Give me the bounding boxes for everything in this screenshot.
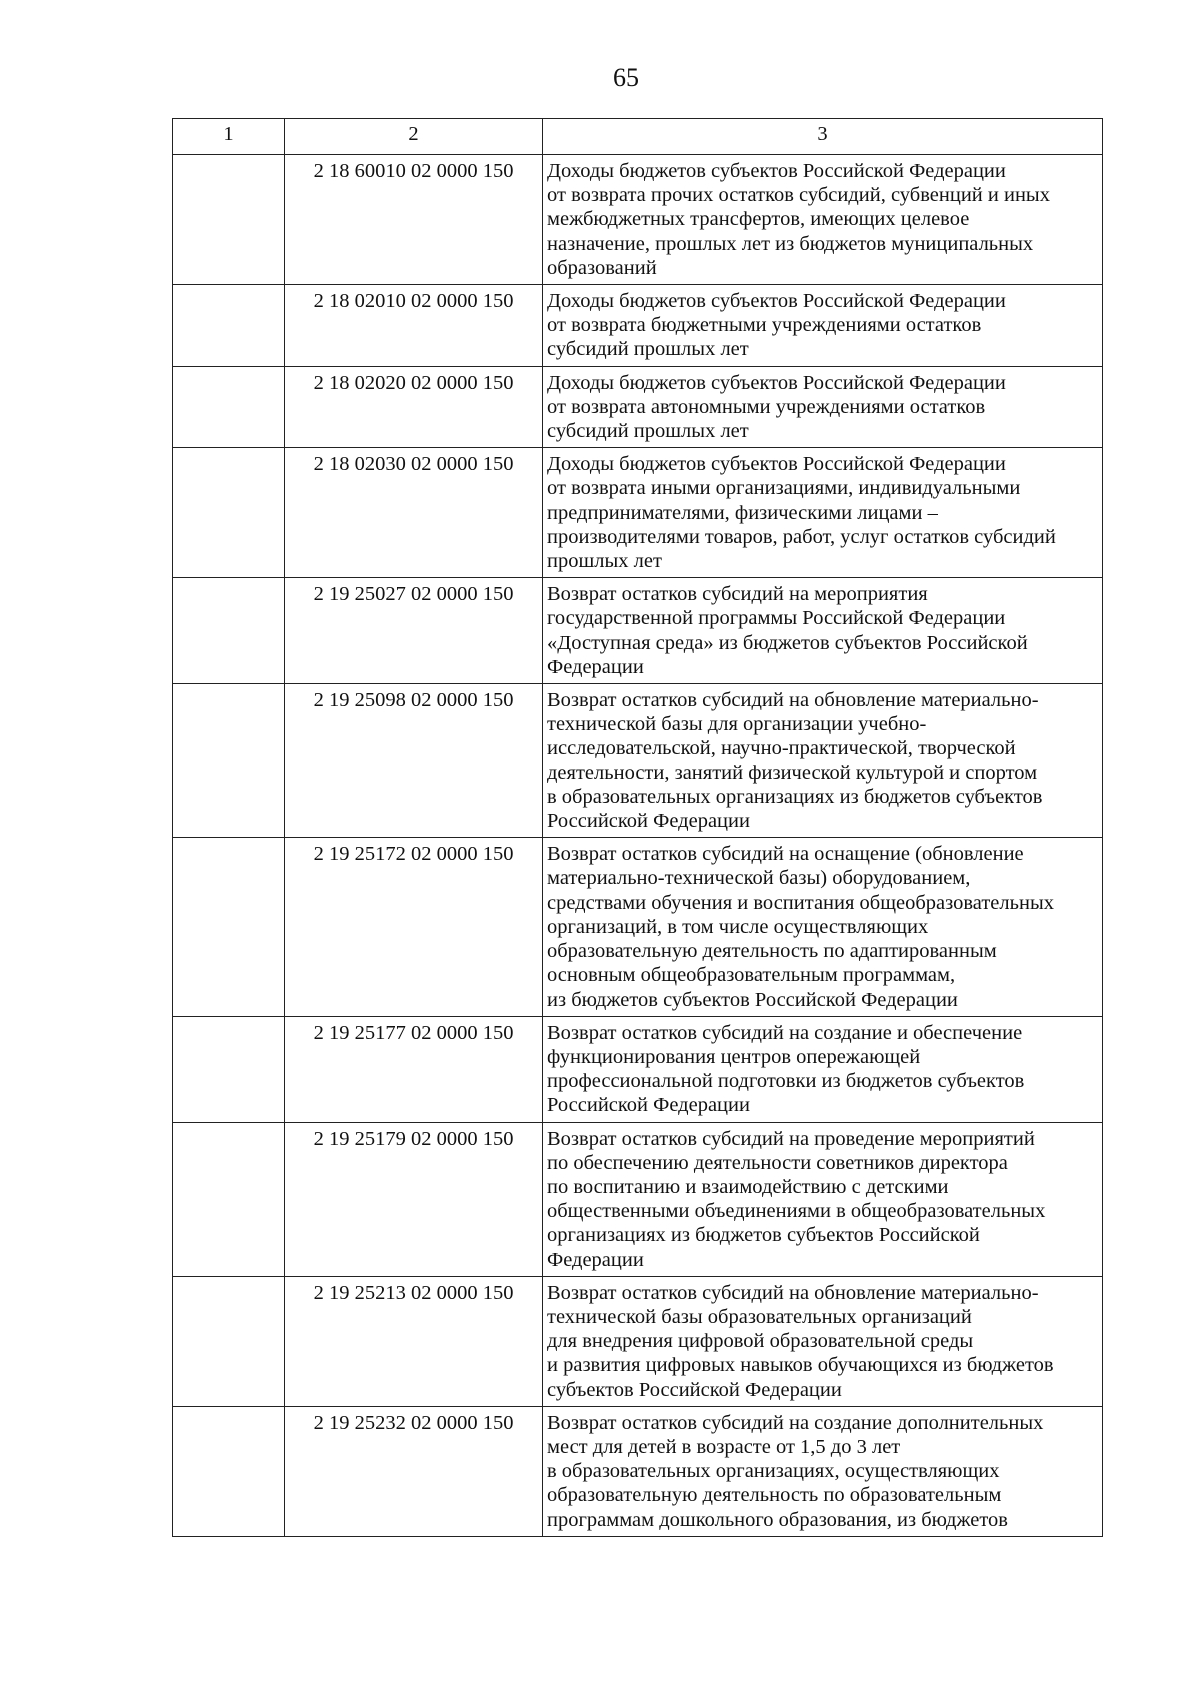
revenue-codes-table — [172, 118, 1103, 1537]
revenue-name-line: Возврат остатков субсидий на обновление материально- — [547, 1281, 1039, 1304]
revenue-name-line: производителями товаров, работ, услуг остатков субсидий — [547, 525, 1056, 548]
revenue-name-line: от возврата автономными учреждениями остатков — [547, 395, 986, 418]
revenue-name-cell — [543, 838, 1103, 1016]
budget-code-cell: 2 19 25179 02 0000 150 — [285, 1122, 543, 1276]
row-number-cell — [173, 684, 285, 838]
revenue-name-line: назначение, прошлых лет из бюджетов муниципальных — [547, 232, 1034, 255]
revenue-name-line: от возврата иными организациями, индивидуальными — [547, 477, 1021, 500]
revenue-name-cell — [543, 684, 1103, 838]
revenue-name-cell — [543, 1122, 1103, 1276]
table-row — [173, 1122, 1103, 1276]
revenue-name-line: технической базы для организации учебно- — [547, 713, 927, 736]
revenue-name-line: от возврата бюджетными учреждениями остатков — [547, 314, 982, 337]
revenue-name-line: прошлых лет — [547, 550, 662, 573]
revenue-name-line: предпринимателями, физическими лицами – — [547, 501, 938, 524]
revenue-name-line: основным общеобразовательным программам, — [547, 964, 956, 987]
revenue-name-line: Возврат остатков субсидий на оснащение (обновление — [547, 843, 1024, 866]
revenue-name-line: Российской Федерации — [547, 1094, 750, 1117]
revenue-name-line: Доходы бюджетов субъектов Российской Федерации — [547, 160, 1006, 182]
row-number-cell — [173, 1406, 285, 1536]
page-number: 65 — [613, 63, 639, 92]
budget-code-cell: 2 19 25213 02 0000 150 — [285, 1276, 543, 1406]
revenue-name-line: Возврат остатков субсидий на обновление материально- — [547, 689, 1039, 712]
revenue-name-line: Доходы бюджетов субъектов Российской Федерации — [547, 290, 1006, 313]
revenue-name-line: программам дошкольного образования, из бюджетов — [547, 1508, 1008, 1531]
table-row — [173, 838, 1103, 1016]
revenue-name-line: образований — [547, 256, 657, 279]
budget-code-cell: 2 18 02010 02 0000 150 — [285, 285, 543, 367]
row-number-cell — [173, 578, 285, 684]
table-row — [173, 155, 1103, 285]
revenue-name-line: образовательную деятельность по адаптированным — [547, 940, 997, 963]
revenue-name-cell — [543, 1406, 1103, 1536]
revenue-name-cell — [543, 366, 1103, 448]
revenue-name-cell — [543, 285, 1103, 367]
table-row — [173, 448, 1103, 578]
table-body — [173, 155, 1103, 1537]
budget-code-cell: 2 19 25027 02 0000 150 — [285, 578, 543, 684]
budget-code-cell: 2 19 25172 02 0000 150 — [285, 838, 543, 1016]
revenue-name-line: и развития цифровых навыков обучающихся из бюджетов — [547, 1354, 1054, 1377]
revenue-name-line: Доходы бюджетов субъектов Российской Федерации — [547, 453, 1006, 476]
revenue-name-cell — [543, 1016, 1103, 1122]
revenue-name-line: из бюджетов субъектов Российской Федерации — [547, 988, 958, 1011]
row-number-cell — [173, 155, 285, 285]
revenue-name-line: Возврат остатков субсидий на проведение мероприятий — [547, 1127, 1035, 1150]
revenue-name-line: государственной программы Российской Федерации — [547, 607, 1006, 630]
revenue-name-line: от возврата прочих остатков субсидий, субвенций и иных — [547, 184, 1050, 207]
table-row — [173, 1406, 1103, 1536]
revenue-name-line: в образовательных организациях, осуществляющих — [547, 1460, 1000, 1483]
revenue-name-line: материально-технической базы) оборудованием, — [547, 867, 971, 890]
table-row — [173, 578, 1103, 684]
row-number-cell — [173, 838, 285, 1016]
revenue-name-line: технической базы образовательных организаций — [547, 1305, 972, 1328]
revenue-name-line: в образовательных организациях из бюджетов субъектов — [547, 785, 1043, 808]
revenue-name-line: образовательную деятельность по образовательным — [547, 1484, 1002, 1507]
revenue-name-line: Возврат остатков субсидий на мероприятия — [547, 583, 928, 606]
revenue-name-line: Возврат остатков субсидий на создание дополнительных — [547, 1411, 1044, 1434]
table-row — [173, 285, 1103, 367]
revenue-name-line: для внедрения цифровой образовательной среды — [547, 1330, 974, 1353]
row-number-cell — [173, 1122, 285, 1276]
revenue-name-line: организациях из бюджетов субъектов Российской — [547, 1224, 980, 1247]
revenue-name-cell — [543, 1276, 1103, 1406]
budget-code-cell: 2 18 02030 02 0000 150 — [285, 448, 543, 578]
revenue-name-line: Российской Федерации — [547, 810, 750, 833]
revenue-name-line: профессиональной подготовки из бюджетов субъектов — [547, 1070, 1025, 1093]
row-number-cell — [173, 1016, 285, 1122]
revenue-name-line: организаций, в том числе осуществляющих — [547, 915, 929, 938]
revenue-name-line: средствами обучения и воспитания общеобразовательных — [547, 891, 1054, 914]
revenue-name-cell — [543, 448, 1103, 578]
row-number-cell — [173, 366, 285, 448]
revenue-name-line: общественными объединениями в общеобразовательных — [547, 1200, 1046, 1223]
revenue-name-line: субсидий прошлых лет — [547, 420, 749, 443]
revenue-name-line: функционирования центров опережающей — [547, 1045, 921, 1068]
revenue-name-line: субсидий прошлых лет — [547, 338, 749, 361]
header-col-1: 1 — [173, 119, 285, 155]
budget-code-cell: 2 18 02020 02 0000 150 — [285, 366, 543, 448]
revenue-name-line: межбюджетных трансфертов, имеющих целевое — [547, 208, 970, 231]
revenue-name-line: Федерации — [547, 1248, 644, 1271]
budget-code-cell: 2 19 25177 02 0000 150 — [285, 1016, 543, 1122]
revenue-name-line: «Доступная среда» из бюджетов субъектов Российской — [547, 631, 1028, 654]
table-row — [173, 1276, 1103, 1406]
row-number-cell — [173, 285, 285, 367]
revenue-name-cell — [543, 578, 1103, 684]
revenue-name-line: субъектов Российской Федерации — [547, 1378, 842, 1401]
revenue-name-line: Доходы бюджетов субъектов Российской Федерации — [547, 371, 1006, 394]
revenue-name-line: Федерации — [547, 655, 644, 678]
row-number-cell — [173, 1276, 285, 1406]
budget-code-cell: 2 19 25232 02 0000 150 — [285, 1406, 543, 1536]
revenue-name-line: по обеспечению деятельности советников директора — [547, 1151, 1008, 1174]
table-row — [173, 684, 1103, 838]
table-row — [173, 1016, 1103, 1122]
header-col-3: 3 — [543, 119, 1103, 155]
header-col-2: 2 — [285, 119, 543, 155]
revenue-name-line: Возврат остатков субсидий на создание и обеспечение — [547, 1021, 1023, 1044]
table-header — [173, 119, 1103, 155]
row-number-cell — [173, 448, 285, 578]
revenue-name-line: по воспитанию и взаимодействию с детскими — [547, 1175, 949, 1198]
budget-code-cell: 2 19 25098 02 0000 150 — [285, 684, 543, 838]
revenue-name-line: исследовательской, научно-практической, творческой — [547, 737, 1016, 760]
table-row — [173, 366, 1103, 448]
revenue-name-cell — [543, 155, 1103, 285]
revenue-name-line: деятельности, занятий физической культурой и спортом — [547, 761, 1038, 784]
revenue-name-line: мест для детей в возрасте от 1,5 до 3 лет — [547, 1435, 901, 1458]
budget-code-cell: 2 18 60010 02 0000 150 — [285, 155, 543, 285]
header-row — [173, 119, 1103, 155]
